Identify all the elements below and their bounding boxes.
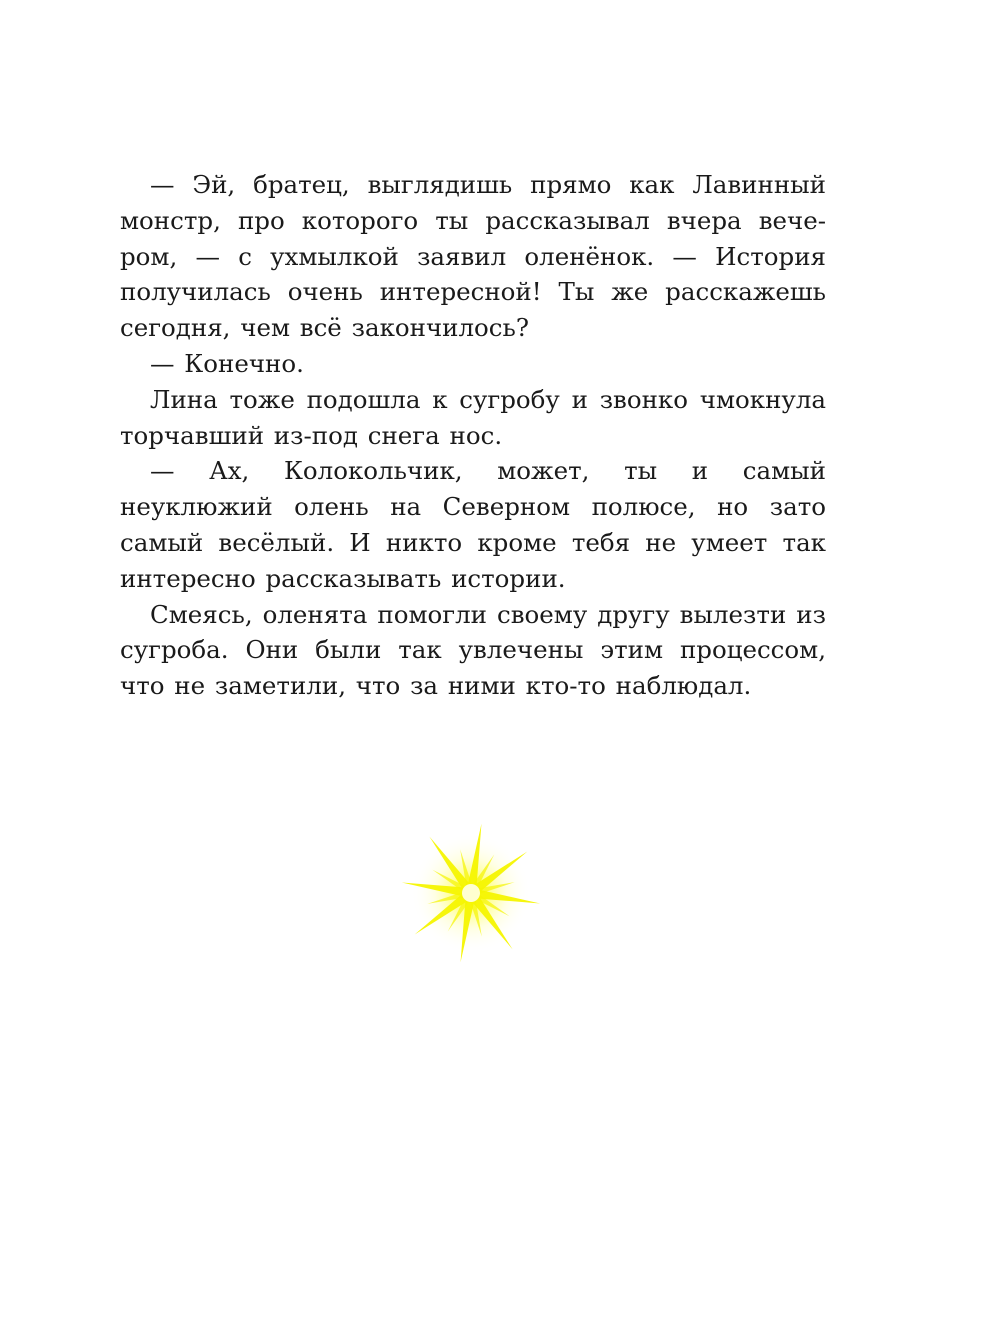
story-text: [120, 167, 826, 704]
paragraph-dialogue-1: — Эй, братец, выглядишь прямо как Лавинный монстр, про которого ты рассказывал вчера вечером, — с ухмылкой заявил оленёнок. — История получилась очень интересной! Ты же расскажешь сегодня, чем всё закончилось?: [120, 170, 826, 343]
paragraph-narration-1: Лина тоже подошла к сугробу и звонко чмокнула торчавший из-под снега нос.: [120, 384, 826, 450]
paragraph-dialogue-3: — Ах, Колокольчик, может, ты и самый неуклюжий олень на Северном полюсе, но зато самый весёлый. И никто кроме тебя не умеет так интересно рассказывать истории.: [120, 456, 826, 593]
paragraph-narration-2: Смеясь, оленята помогли своему другу вылезти из сугроба. Они были так увлечены этим процессом, что не заметили, что за ними кто-то наблюдал.: [120, 599, 826, 701]
paragraph-dialogue-2: — Конечно.: [150, 348, 304, 378]
sparkle-icon: [396, 818, 546, 968]
